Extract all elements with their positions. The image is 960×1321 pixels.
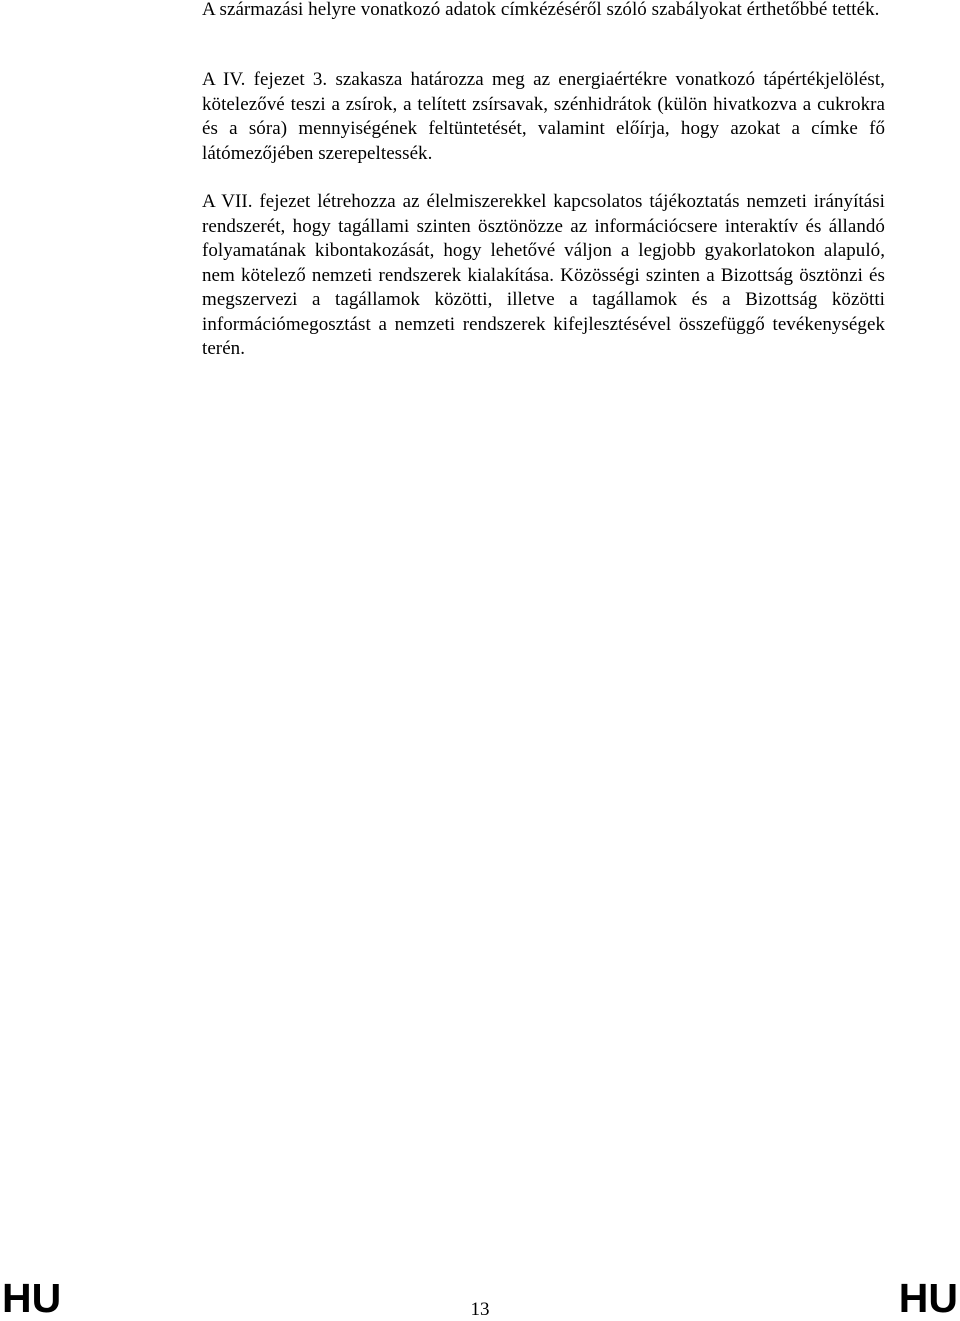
paragraph-origin-labelling: A származási helyre vonatkozó adatok címkézéséről szóló szabályokat érthetőbbé tették. <box>202 0 880 20</box>
page-number: 13 <box>470 1299 490 1320</box>
footer-language-code-left: HU <box>2 1275 62 1321</box>
footer-language-code-right: HU <box>898 1275 958 1321</box>
paragraph-chapter-iv-nutrition: A IV. fejezet 3. szakasza határozza meg az energiaértékre vonatkozó tápértékjelölést, kötelezővé teszi a zsírok, a telített zsírsavak, szénhidrátok (külön hivatkozva a cukrokra és a sóra) mennyiségének feltüntetését, valamint előírja, hogy azokat a címke fő látómezőjében szerepeltessék. <box>202 69 885 164</box>
paragraph-chapter-vii-national-schemes: A VII. fejezet létrehozza az élelmiszerekkel kapcsolatos tájékoztatás nemzeti irányítási rendszerét, hogy tagállami szinten ösztönözze az információcsere interaktív és állandó folyamatának kibontakozását, hogy lehetővé váljon a legjobb gyakorlatokon alapuló, nem kötelező nemzeti rendszerek kialakítása. Közösségi szinten a Bizottság ösztönzi és megszervezi a tagállamok közötti, illetve a tagállamok és a Bizottság közötti információmegosztást a nemzeti rendszerek kifejlesztésével összefüggő tevékenységek terén. <box>202 191 885 359</box>
